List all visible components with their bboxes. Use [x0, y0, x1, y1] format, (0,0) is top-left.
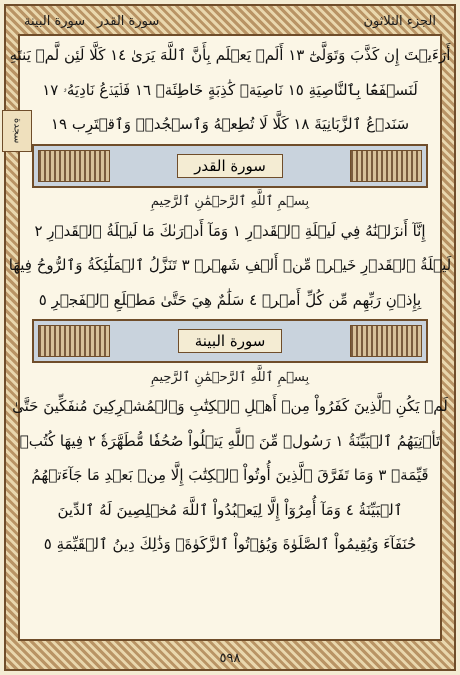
surah-title-2: سورة البينة — [24, 13, 86, 29]
text-line: إِنَّآ أَنزَلۡنَٰهُ فِي لَيۡلَةِ ٱلۡقَدۡرِ ١ وَمَآ أَدۡرَىٰكَ مَا لَيۡلَةُ ٱلۡقَدۡرِ ٢ — [34, 221, 426, 240]
text-line: قَيِّمَةٞ ٣ وَمَا تَفَرَّقَ ٱلَّذِينَ أُوتُواْ ٱلۡكِتَٰبَ إِلَّا مِنۢ بَعۡدِ مَا جَآءَتۡهُمُ — [31, 466, 429, 485]
basmala: بِسۡمِ ٱللَّهِ ٱلرَّحۡمَٰنِ ٱلرَّحِيمِ — [150, 194, 310, 209]
surah-banner-al-qadr — [32, 144, 428, 188]
surah-banner-title: سورة القدر — [177, 154, 283, 178]
surah-titles — [24, 14, 159, 29]
text-line: أَرَءَيۡتَ إِن كَذَّبَ وَتَوَلَّىٰٓ ١٣ أَلَمۡ يَعۡلَم بِأَنَّ ٱللَّهَ يَرَىٰ ١٤ كَلَّا لَئِن لَّمۡ يَنتَهِ — [9, 46, 451, 65]
text-line: لَيۡلَةُ ٱلۡقَدۡرِ خَيۡرٞ مِّنۡ أَلۡفِ شَهۡرٖ ٣ تَنَزَّلُ ٱلۡمَلَٰٓئِكَةُ وَٱلرُّوحُ فِيهَا — [8, 256, 452, 275]
surah-banner-title: سورة البينة — [178, 329, 283, 353]
surah-title-1: سورة القدر — [97, 13, 160, 29]
text-line: حُنَفَآءَ وَيُقِيمُواْ ٱلصَّلَوٰةَ وَيُؤۡتُواْ ٱلزَّكَوٰةَۚ وَذَٰلِكَ دِينُ ٱلۡقَيِّمَةِ ٥ — [43, 535, 417, 554]
text-line: سَنَدۡعُ ٱلزَّبَانِيَةَ ١٨ كَلَّا لَا تُطِعۡهُ وَٱسۡجُدۡۤ وَٱقۡتَرِب ١٩ — [50, 115, 410, 134]
sajda-marker: سجدة — [2, 110, 32, 152]
text-line: لَمۡ يَكُنِ ٱلَّذِينَ كَفَرُواْ مِنۡ أَهۡلِ ٱلۡكِتَٰبِ وَٱلۡمُشۡرِكِينَ مُنفَكِّينَ حَتَّىٰ — [12, 397, 448, 416]
text-line: بِإِذۡنِ رَبِّهِم مِّن كُلِّ أَمۡرٖ ٤ سَلَٰمٌ هِيَ حَتَّىٰ مَطۡلَعِ ٱلۡفَجۡرِ ٥ — [38, 290, 422, 309]
basmala: بِسۡمِ ٱللَّهِ ٱلرَّحۡمَٰنِ ٱلرَّحِيمِ — [150, 369, 310, 385]
surah-banner-al-bayyina — [32, 319, 428, 363]
page-number: ٥٩٨ — [219, 651, 241, 666]
page-header — [24, 10, 436, 32]
text-line: ٱلۡبَيِّنَةُ ٤ وَمَآ أُمِرُوٓاْ إِلَّا لِيَعۡبُدُواْ ٱللَّهَ مُخۡلِصِينَ لَهُ ٱلدِّينَ — [57, 500, 403, 519]
text-line: تَأۡتِيَهُمُ ٱلۡبَيِّنَةُ ١ رَسُولٞ مِّنَ ٱللَّهِ يَتۡلُواْ صُحُفٗا مُّطَهَّرَةٗ ٢ فِيهَا كُتُبٞ — [19, 431, 441, 450]
juz-label: الجزء الثلاثون — [363, 13, 436, 29]
text-line: لَنَسۡفَعَۢا بِٱلنَّاصِيَةِ ١٥ نَاصِيَةٖ كَٰذِبَةٍ خَاطِئَةٖ ١٦ فَلۡيَدۡعُ نَادِيَهُۥ ١٧ — [42, 80, 418, 99]
